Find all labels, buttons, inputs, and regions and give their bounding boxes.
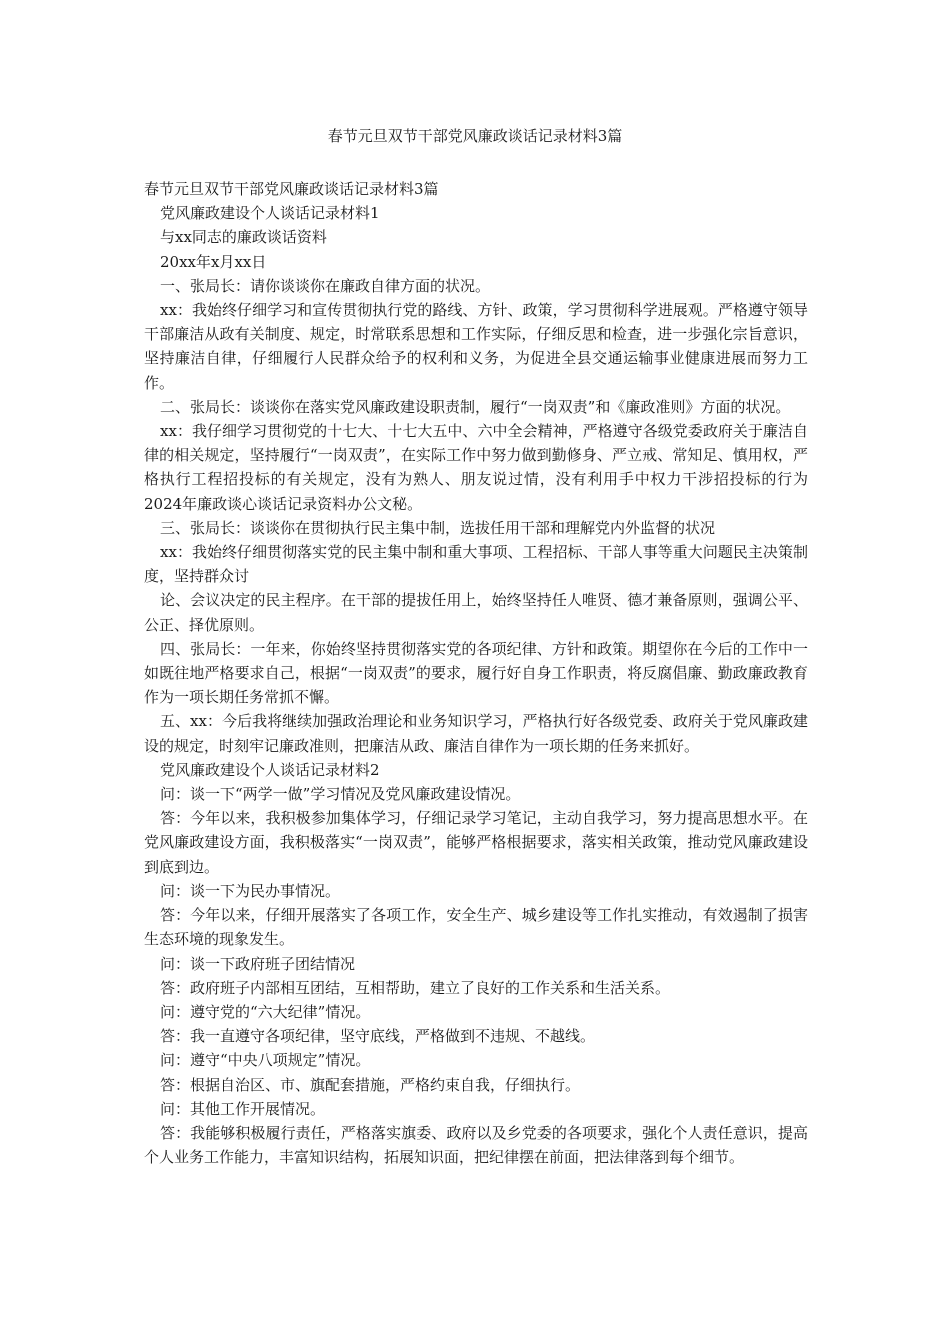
paragraph: 问：其他工作开展情况。 (160, 1099, 326, 1118)
paragraph: 党风廉政建设个人谈话记录材料1 (160, 204, 380, 223)
paragraph: 答：政府班子内部相互团结，互相帮助，建立了良好的工作关系和生活关系。 (160, 978, 671, 997)
paragraph: 一、张局长：请你谈谈你在廉政自律方面的状况。 (160, 276, 491, 295)
paragraph: 与xx同志的廉政谈话资料 (160, 228, 327, 247)
paragraph: 答：今年以来，仔细开展落实了各项工作，安全生产、城乡建设等工作扎实推动，有效遏制了损害生态环境的现象发生。 (144, 906, 808, 949)
paragraph: 论、会议决定的民主程序。在干部的提拔任用上，始终坚持任人唯贤、德才兼备原则，强调公平、公正、择优原则。 (144, 591, 808, 634)
paragraph: 答：我能够积极履行责任，严格落实旗委、政府以及乡党委的各项要求，强化个人责任意识，提高个人业务工作能力，丰富知识结构，拓展知识面，把纪律摆在前面，把法律落到每个细节。 (144, 1123, 808, 1167)
document-body (144, 177, 808, 1169)
paragraph: 答：根据自治区、市、旗配套措施，严格约束自我，仔细执行。 (160, 1075, 581, 1094)
paragraph: 四、张局长：一年来，你始终坚持贯彻落实党的各项纪律、方针和政策。期望你在今后的工作中一如既往地严格要求自己，根据“一岗双责”的要求，履行好自身工作职责，将反腐倡廉、勤政廉政教育作为一项长期任务常抓不懈。 (144, 639, 808, 707)
paragraph: 二、张局长：谈谈你在落实党风廉政建设职责制，履行“一岗双责”和《廉政准则》方面的状况。 (160, 397, 791, 416)
paragraph: 五、xx：今后我将继续加强政治理论和业务知识学习，严格执行好各级党委、政府关于党风廉政建设的规定，时刻牢记廉政准则，把廉洁从政、廉洁自律作为一项长期的任务来抓好。 (144, 712, 808, 755)
paragraph: 答：我一直遵守各项纪律，坚守底线，严格做到不违规、不越线。 (160, 1027, 596, 1046)
document-title: 春节元旦双节干部党风廉政谈话记录材料3篇 (327, 127, 623, 145)
paragraph: 春节元旦双节干部党风廉政谈话记录材料3篇 (144, 180, 439, 198)
paragraph: 问：遵守党的“六大纪律”情况。 (160, 1002, 371, 1021)
paragraph: 20xx年x月xx日 (160, 252, 267, 271)
paragraph: 答：今年以来，我积极参加集体学习，仔细记录学习笔记，主动自我学习，努力提高思想水平。在党风廉政建设方面，我积极落实“一岗双责”，能够严格根据要求，落实相关政策，推动党风廉政建设到底到边。 (144, 809, 808, 876)
paragraph: xx：我始终仔细学习和宣传贯彻执行党的路线、方针、政策，学习贯彻科学进展观。严格遵守领导干部廉洁从政有关制度、规定，时常联系思想和工作实际，仔细反思和检查，进一步强化宗旨意识，坚持廉洁自律，仔细履行人民群众给予的权利和义务，为促进全县交通运输事业健康进展而努力工作。 (144, 301, 808, 392)
paragraph: 问：谈一下政府班子团结情况 (160, 954, 356, 973)
paragraph: xx：我始终仔细贯彻落实党的民主集中制和重大事项、工程招标、干部人事等重大问题民主决策制度，坚持群众讨 (144, 543, 808, 586)
paragraph: xx：我仔细学习贯彻党的十七大、十七大五中、六中全会精神，严格遵守各级党委政府关于廉洁自律的相关规定，坚持履行“一岗双责”，在实际工作中努力做到勤修身、严立戒、常知足、慎用权，严格执行工程招投标的有关规定，没有为熟人、朋友说过情，没有利用手中权力干涉招投标的行为2024年廉政谈心谈话记录资料办公文秘。 (144, 422, 808, 513)
paragraph: 问：谈一下为民办事情况。 (160, 881, 341, 900)
paragraph: 问：遵守“中央八项规定”情况。 (160, 1051, 371, 1070)
paragraph: 问：谈一下“两学一做”学习情况及党风廉政建设情况。 (160, 785, 521, 804)
paragraph: 党风廉政建设个人谈话记录材料2 (160, 760, 380, 779)
paragraph: 三、张局长：谈谈你在贯彻执行民主集中制，选拔任用干部和理解党内外监督的状况 (160, 518, 716, 537)
